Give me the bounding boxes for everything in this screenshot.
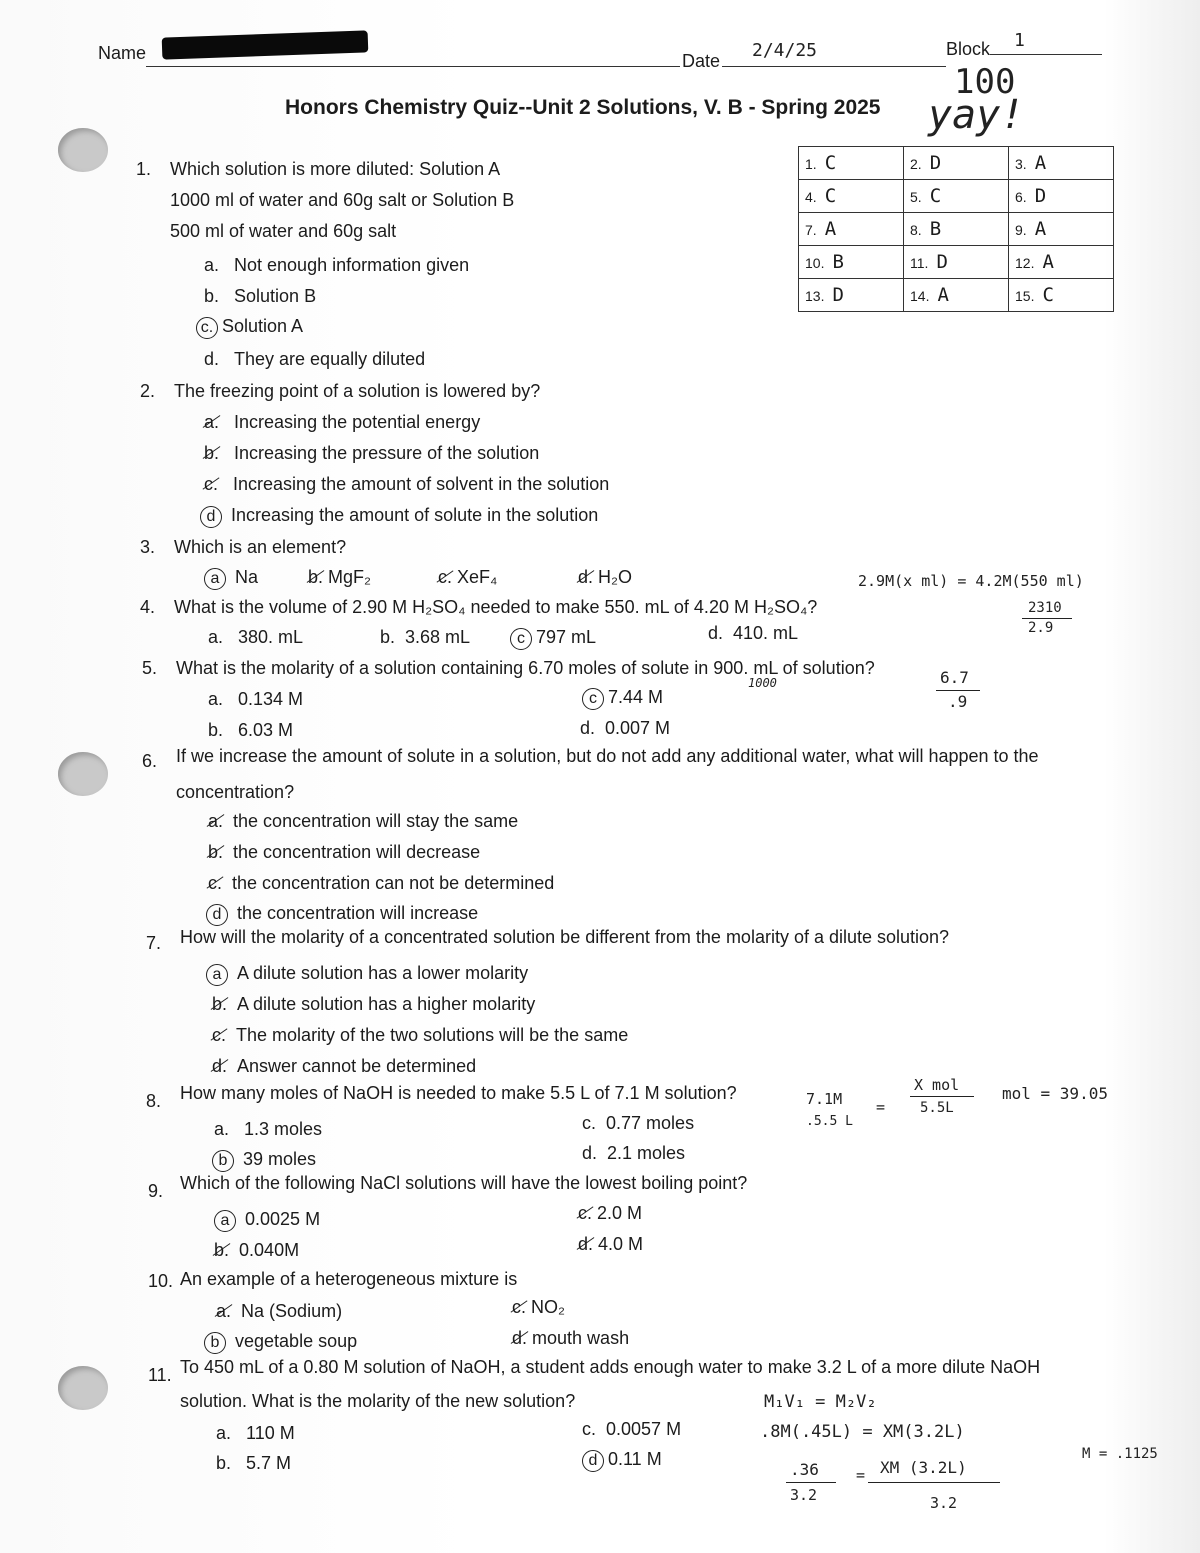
crossed-letter: a.	[204, 412, 220, 432]
option-text: 3.68 mL	[405, 627, 471, 647]
cell-answer: D	[929, 152, 942, 174]
q8-work-right-bottom: 5.5L	[920, 1100, 954, 1116]
answer-key-row	[799, 279, 1114, 312]
answer-key-row	[799, 213, 1114, 246]
q6-line-2: concentration?	[176, 782, 295, 802]
selected-circle: a	[204, 568, 226, 590]
q3-option-d	[578, 566, 632, 588]
q8-number: 8.	[146, 1091, 162, 1111]
option-text: 6.03 M	[238, 720, 294, 740]
q10-option-d	[512, 1327, 629, 1349]
q1-option-c	[196, 315, 303, 339]
cell-num: 4.	[805, 189, 817, 205]
option-text: Not enough information given	[234, 255, 470, 275]
q4-option-a: a. 380. mL	[208, 627, 304, 647]
q6-line-1: If we increase the amount of solute in a solution, but do not add any additional water, what will happen to the	[176, 746, 1039, 766]
selected-circle: b	[204, 1332, 226, 1354]
option-text: the concentration will decrease	[233, 842, 481, 862]
q7-number: 7.	[146, 933, 162, 953]
crossed-letter: d.	[512, 1328, 528, 1348]
q6-option-a	[208, 810, 518, 832]
q11-option-d	[582, 1448, 662, 1472]
q10-option-a	[216, 1300, 342, 1322]
q1-option-a: a. Not enough information given	[204, 255, 470, 275]
q4-number: 4.	[140, 597, 156, 617]
crossed-letter: a.	[216, 1301, 232, 1321]
option-text: Na	[235, 567, 259, 587]
crossed-letter: c.	[212, 1025, 227, 1045]
q10-option-c	[512, 1296, 565, 1318]
q9-option-c	[578, 1202, 642, 1224]
teacher-comment: yay!	[928, 92, 1025, 138]
q8-work-left-top: 7.1M	[806, 1090, 843, 1108]
option-text: 39 moles	[243, 1149, 317, 1169]
q6-option-c	[208, 872, 554, 894]
q4-work-numerator: 2310	[1028, 600, 1062, 616]
cell-num: 2.	[910, 156, 922, 172]
q11-work-result: M = .1125	[1082, 1446, 1158, 1462]
q6-option-b	[208, 841, 480, 863]
q11-left-fraction-bar	[786, 1482, 836, 1483]
option-text: A dilute solution has a higher molarity	[237, 994, 536, 1014]
cell-num: 11.	[910, 255, 929, 271]
q1-number: 1.	[136, 159, 152, 179]
q2-option-c	[204, 473, 609, 495]
q6-number: 6.	[142, 751, 158, 771]
q2-option-b	[204, 442, 539, 464]
cell-answer: A	[1042, 251, 1054, 273]
option-text: 4.0 M	[598, 1234, 644, 1254]
crossed-letter: c.	[578, 1203, 593, 1223]
cell-answer: C	[824, 185, 837, 207]
option-text: Solution B	[234, 286, 317, 306]
answer-key-table	[798, 146, 1114, 312]
q1-option-d: d. They are equally diluted	[204, 349, 426, 369]
option-text: 1.3 moles	[244, 1119, 323, 1139]
q2-option-a	[204, 411, 480, 433]
option-text: mouth wash	[532, 1328, 630, 1348]
option-text: H₂O	[598, 567, 633, 587]
option-text: They are equally diluted	[234, 349, 426, 369]
cell-answer: D	[1034, 185, 1047, 207]
q11-option-c: c. 0.0057 M	[582, 1419, 682, 1439]
option-text: 0.77 moles	[606, 1113, 695, 1133]
date-value: 2/4/25	[752, 40, 818, 61]
option-text: 0.040M	[239, 1240, 300, 1260]
q7-text: How will the molarity of a concentrated solution be different from the molarity of a dilute solution?	[180, 927, 950, 947]
selected-circle: c	[582, 688, 604, 710]
name-label: Name	[98, 43, 147, 63]
q3-option-a	[204, 566, 258, 590]
punch-hole-middle	[58, 752, 108, 796]
option-text: 110 M	[246, 1423, 295, 1443]
cell-answer: A	[937, 284, 949, 306]
selected-circle: c.	[196, 317, 218, 339]
q9-number: 9.	[148, 1181, 164, 1201]
quiz-title: Honors Chemistry Quiz--Unit 2 Solutions, V. B - Spring 2025	[285, 96, 881, 119]
crossed-letter: c.	[438, 567, 453, 587]
crossed-letter: d.	[212, 1056, 228, 1076]
q4-fraction-bar	[1022, 618, 1072, 619]
crossed-letter: c.	[512, 1297, 527, 1317]
crossed-letter: d.	[578, 567, 594, 587]
option-text: 797 mL	[536, 627, 597, 647]
cell-answer: A	[824, 218, 837, 240]
crossed-letter: c.	[208, 873, 223, 893]
q7-option-c	[212, 1024, 628, 1046]
option-text: Na (Sodium)	[241, 1301, 343, 1321]
q11-work-equals: =	[856, 1466, 866, 1484]
q10-option-b	[204, 1330, 357, 1354]
q11-line-1: To 450 mL of a 0.80 M solution of NaOH, a student adds enough water to make 3.2 L of a more dilute NaOH	[180, 1357, 1041, 1377]
cell-num: 3.	[1015, 156, 1027, 172]
selected-circle: d	[206, 904, 228, 926]
cell-num: 13.	[805, 288, 825, 304]
option-text: 0.134 M	[238, 689, 304, 709]
q8-option-b	[212, 1148, 316, 1172]
q10-number: 10.	[148, 1271, 174, 1291]
q11-work-right-top: XM (3.2L)	[880, 1458, 967, 1477]
crossed-letter: d.	[578, 1234, 594, 1254]
option-text: Answer cannot be determined	[237, 1056, 477, 1076]
q11-work-right-bottom: 3.2	[930, 1494, 958, 1512]
cell-answer: A	[1034, 218, 1047, 240]
cell-num: 8.	[910, 222, 922, 238]
answer-key-row	[799, 147, 1114, 180]
cell-num: 15.	[1015, 288, 1035, 304]
answer-key-row	[799, 180, 1114, 213]
option-text: the concentration will increase	[237, 903, 479, 923]
option-text: 7.44 M	[608, 687, 664, 707]
cell-num: 1.	[805, 156, 817, 172]
selected-circle: a	[214, 1210, 236, 1232]
punch-hole-top	[58, 128, 108, 172]
q1-line-3: 500 ml of water and 60g salt	[170, 221, 397, 241]
q8-fraction-bar	[910, 1096, 974, 1097]
q8-option-a: a. 1.3 moles	[214, 1119, 323, 1139]
q8-option-d: d. 2.1 moles	[582, 1143, 686, 1163]
punch-hole-bottom	[58, 1366, 108, 1410]
option-text: 410. mL	[733, 623, 799, 643]
q7-option-a	[206, 962, 528, 986]
q5-option-c	[582, 686, 663, 710]
option-text: 0.0057 M	[606, 1419, 682, 1439]
q10-text: An example of a heterogeneous mixture is	[180, 1269, 518, 1289]
cell-answer: B	[832, 251, 844, 273]
q2-option-d	[200, 504, 598, 528]
option-text: 2.0 M	[597, 1203, 643, 1223]
option-text: the concentration can not be determined	[232, 873, 555, 893]
q7-option-d	[212, 1055, 476, 1077]
q8-work-left-bottom: .5.5 L	[806, 1114, 853, 1129]
q4-option-b: b. 3.68 mL	[380, 627, 471, 647]
selected-circle: a	[206, 964, 228, 986]
q9-text: Which of the following NaCl solutions will have the lowest boiling point?	[180, 1173, 748, 1193]
option-text: Increasing the amount of solute in the solution	[231, 505, 599, 525]
date-line	[722, 66, 946, 67]
answer-key-row	[799, 246, 1114, 279]
q7-option-b	[212, 993, 535, 1015]
selected-circle: b	[212, 1150, 234, 1172]
option-text: MgF₂	[328, 567, 372, 587]
name-line	[146, 66, 680, 67]
cell-answer: C	[824, 152, 837, 174]
cell-num: 9.	[1015, 222, 1027, 238]
score: 100	[954, 62, 1016, 102]
cell-num: 7.	[805, 222, 817, 238]
q9-option-a	[214, 1208, 320, 1232]
option-text: XeF₄	[457, 567, 498, 587]
q1-line-1: Which solution is more diluted: Solution A	[170, 159, 501, 179]
option-text: 5.7 M	[246, 1453, 292, 1473]
q3-option-b	[308, 566, 371, 588]
q11-work-left-top: .36	[790, 1460, 819, 1479]
q3-option-c	[438, 566, 497, 588]
crossed-letter: c.	[204, 474, 219, 494]
q5-work-thousand: 1000	[748, 676, 777, 690]
crossed-letter: b.	[208, 842, 224, 862]
crossed-letter: b.	[204, 443, 220, 463]
q4-work-denominator: 2.9	[1028, 620, 1054, 636]
cell-num: 14.	[910, 288, 930, 304]
cell-num: 12.	[1015, 255, 1035, 271]
cell-answer: A	[1034, 152, 1047, 174]
block-line	[990, 54, 1102, 55]
option-text: A dilute solution has a lower molarity	[237, 963, 529, 983]
q5-fraction-bar	[936, 690, 980, 691]
q1-option-b: b. Solution B	[204, 286, 317, 306]
q11-work-left-bottom: 3.2	[790, 1486, 818, 1504]
crossed-letter: b.	[212, 994, 228, 1014]
option-text: Increasing the pressure of the solution	[234, 443, 540, 463]
date-label: Date	[682, 51, 721, 71]
q3-number: 3.	[140, 537, 156, 557]
q4-text: What is the volume of 2.90 M H₂SO₄ needed to make 550. mL of 4.20 M H₂SO₄?	[174, 597, 818, 617]
cell-num: 10.	[805, 255, 825, 271]
q5-work-numerator: 6.7	[940, 668, 969, 687]
q2-text: The freezing point of a solution is lowered by?	[174, 381, 541, 401]
q9-option-d	[578, 1233, 643, 1255]
q8-option-c: c. 0.77 moles	[582, 1113, 695, 1133]
option-text: 0.007 M	[605, 718, 671, 738]
q11-option-a: a. 110 M	[216, 1423, 295, 1443]
q11-work-formula: M₁V₁ = M₂V₂	[764, 1392, 877, 1412]
crossed-letter: b.	[308, 567, 324, 587]
q11-number: 11.	[148, 1365, 172, 1385]
crossed-letter: a.	[208, 811, 224, 831]
cell-num: 5.	[910, 189, 922, 205]
q5-number: 5.	[142, 658, 158, 678]
q2-number: 2.	[140, 381, 156, 401]
selected-circle: c	[510, 628, 532, 650]
q11-work-substitution: .8M(.45L) = XM(3.2L)	[760, 1422, 965, 1442]
option-text: 2.1 moles	[607, 1143, 686, 1163]
q5-work-denominator: .9	[948, 692, 968, 711]
option-text: NO₂	[531, 1297, 566, 1317]
q8-text: How many moles of NaOH is needed to make 5.5 L of 7.1 M solution?	[180, 1083, 737, 1103]
option-text: the concentration will stay the same	[233, 811, 519, 831]
q4-option-d: d. 410. mL	[708, 623, 799, 643]
q1-line-2: 1000 ml of water and 60g salt or Solution B	[170, 190, 515, 210]
q5-text: What is the molarity of a solution containing 6.70 moles of solute in 900. mL of solution?	[176, 658, 875, 678]
q6-option-d	[206, 902, 478, 926]
cell-answer: D	[832, 284, 844, 306]
q4-work-equation: 2.9M(x ml) = 4.2M(550 ml)	[858, 572, 1084, 590]
option-text: Increasing the potential energy	[234, 412, 481, 432]
cell-answer: B	[929, 218, 942, 240]
block-value: 1	[1014, 30, 1025, 51]
option-text: 0.0025 M	[245, 1209, 321, 1229]
option-text: Increasing the amount of solvent in the solution	[233, 474, 610, 494]
cell-answer: C	[929, 185, 942, 207]
q11-option-b: b. 5.7 M	[216, 1453, 292, 1473]
q8-work-result: mol = 39.05	[1002, 1084, 1108, 1103]
q11-right-fraction-bar	[868, 1482, 1000, 1483]
option-text: 380. mL	[238, 627, 304, 647]
q3-text: Which is an element?	[174, 537, 347, 557]
option-text: The molarity of the two solutions will be the same	[236, 1025, 629, 1045]
crossed-letter: b.	[214, 1240, 230, 1260]
cell-answer: D	[936, 251, 948, 273]
q5-option-b: b. 6.03 M	[208, 720, 294, 740]
q8-work-right-top: X mol	[914, 1076, 960, 1094]
q5-option-a: a. 0.134 M	[208, 689, 304, 709]
selected-circle: d	[582, 1450, 604, 1472]
selected-circle: d	[200, 506, 222, 528]
option-text: vegetable soup	[235, 1331, 358, 1351]
cell-answer: C	[1042, 284, 1054, 306]
cell-num: 6.	[1015, 189, 1027, 205]
block-label: Block	[946, 39, 991, 59]
q4-option-c	[510, 626, 596, 650]
q5-option-d: d. 0.007 M	[580, 718, 671, 738]
option-text: 0.11 M	[608, 1449, 662, 1469]
q11-line-2: solution. What is the molarity of the new solution?	[180, 1391, 576, 1411]
q8-work-equals: =	[876, 1098, 886, 1116]
q9-option-b	[214, 1239, 299, 1261]
option-text: Solution A	[222, 316, 304, 336]
